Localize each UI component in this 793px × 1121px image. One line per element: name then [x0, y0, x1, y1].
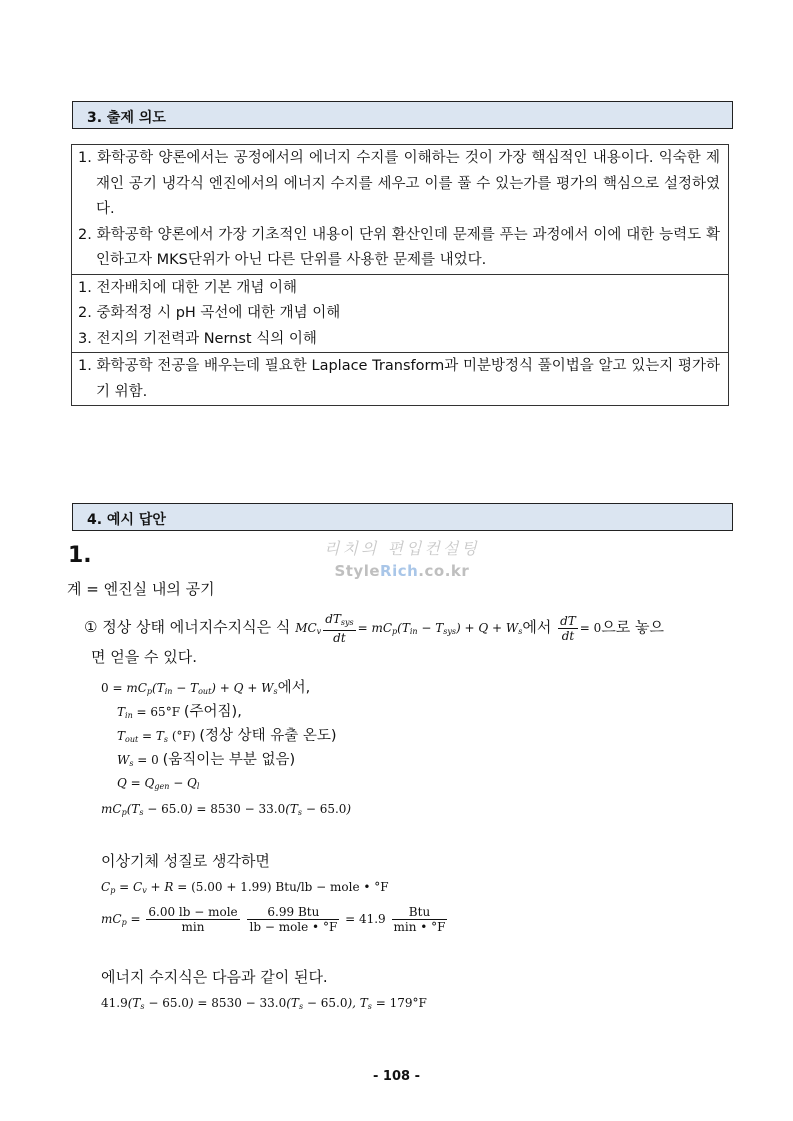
system-definition: 계 = 엔진실 내의 공기	[67, 580, 215, 598]
step1-continuation: 면 얻을 수 있다.	[91, 648, 198, 666]
intent-table	[71, 144, 729, 406]
intent-item: 2. 화학공학 양론에서 가장 기초적인 내용이 단위 환산인데 문제를 푸는 과정에서 이에 대한 능력도 확인하고자 MKS단위가 아닌 다른 단위를 사용한 문제를 내었다.	[78, 226, 720, 268]
intent-item: 1. 화학공학 전공을 배우는데 필요한 Laplace Transform과 미분방정식 풀이법을 알고 있는지 평가하기 위함.	[78, 358, 720, 400]
question-number: 1.	[68, 543, 92, 568]
intent-row-q2	[72, 275, 728, 354]
q-equation: $Q = Q_{gen} - Q_l$	[117, 776, 200, 791]
intent-item: 1. 화학공학 양론에서는 공정에서의 에너지 수지를 이해하는 것이 가장 핵심적인 내용이다. 익숙한 제재인 공기 냉각식 엔진에서의 에너지 수지를 세우고 이를 풀 수 있는가를 평가의 핵심으로 설정하였다.	[78, 150, 720, 217]
watermark-korean: 리치의 편입컨설팅	[324, 539, 480, 558]
intent-item: 3. 전지의 기전력과 Nernst 식의 이해	[78, 330, 317, 347]
ideal-gas-text: 이상기체 성질로 생각하면	[101, 852, 270, 870]
intent-row-q3	[72, 353, 728, 406]
cp-equation: $C_p = C_v + R = (5.00 + 1.99) Btu/lb$ − mole • °F	[101, 880, 389, 895]
final-equation: $41.9(T_s - 65.0) = 8530 - 33.0(T_s - 65.0)$, $T_s = 179^\circ F$	[101, 996, 427, 1011]
intent-item: 1. 전자배치에 대한 기본 개념 이해	[78, 279, 297, 296]
mcp-equation: $mC_p$ = $\frac{\text{6.00 lb − mole}}{\min}$ $\frac{\text{6.99 Btu}}{\text{lb − mole • °F}}$ = 41.9 $\frac{\text{Btu}}{\min • ^\circ F}$	[101, 905, 446, 934]
ws-equation: $W_s = 0$ (움직이는 부분 없음)	[117, 752, 296, 768]
watermark-url: StyleRich.co.kr	[334, 562, 470, 580]
section-3-header: 3. 출제 의도	[72, 101, 733, 129]
section-4-header: 4. 예시 답안	[72, 503, 733, 531]
watermark-logo	[324, 536, 480, 580]
intent-item: 2. 중화적정 시 pH 곡선에 대한 개념 이해	[78, 305, 341, 321]
page-number: - 108 -	[373, 1069, 420, 1084]
tout-equation: $T_{out} = T_s$ (°F) (정상 상태 유출 온도)	[117, 728, 337, 744]
balance-text: 에너지 수지식은 다음과 같이 된다.	[101, 968, 328, 986]
tin-equation: $T_{in} = 65^\circ F$ (주어짐),	[117, 704, 242, 720]
energy-balance-equation: $0 = mC_p(T_{in} - T_{out}) + Q + W_s$에서,	[101, 680, 311, 696]
intent-row-q1	[72, 145, 728, 275]
step1-line: ① 정상 상태 에너지수지식은 식 $MC_v$ $\frac{dT_{sys}}{dt}$ = $mC_p(T_{in} - T_{sys}) + Q + W_s$에서 $\frac{dT}{dt}$ = 0으로 놓으	[84, 612, 665, 645]
substituted-equation: $mC_p(T_s - 65.0) = 8530 - 33.0(T_s - 65.0)$	[101, 802, 352, 817]
